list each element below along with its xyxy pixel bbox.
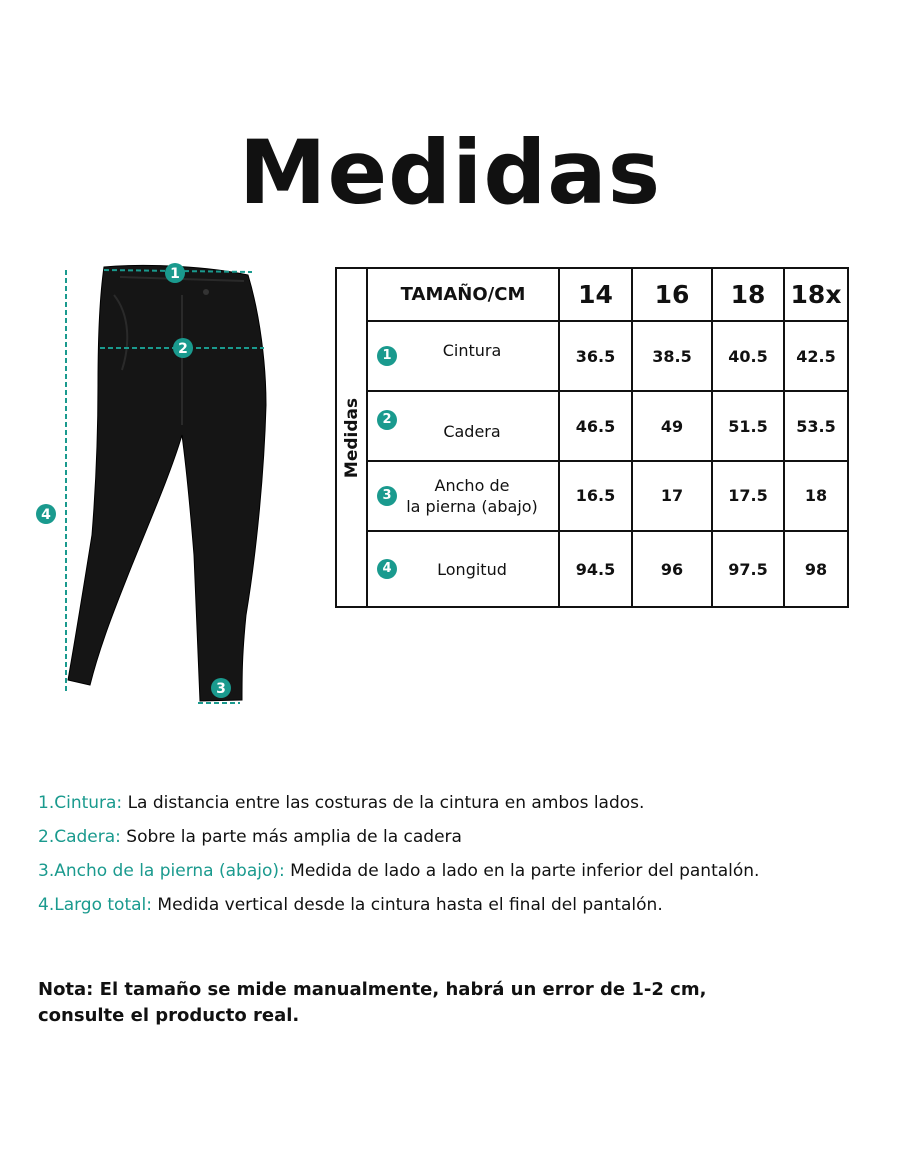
table-cell: 46.5 [559,391,632,461]
row-label: Longitud [437,559,507,579]
measurement-notes [38,786,888,922]
table-cell: 98 [784,531,848,607]
table-cell: 49 [632,391,712,461]
table-cell: 38.5 [632,321,712,391]
table-header-row [336,268,848,321]
note-text: La distancia entre las costuras de la cintura en ambos lados. [122,793,645,813]
note-cadera [38,820,888,854]
table-cell: 42.5 [784,321,848,391]
svg-text:2: 2 [178,341,188,357]
table-cell: 40.5 [712,321,784,391]
header-label: TAMAÑO/CM [400,284,526,305]
side-label: Medidas [341,397,362,478]
table-cell: 96 [632,531,712,607]
number-badge-1: 1 [377,346,397,366]
row-label-line-1: Ancho de [434,476,510,495]
table-row-longitud [336,531,848,607]
note-key: 3.Ancho de la pierna (abajo): [38,861,285,881]
table-cell: 51.5 [712,391,784,461]
table-cell: 53.5 [784,391,848,461]
marker-3 [211,678,231,698]
row-label-cell [367,391,559,461]
marker-2 [173,338,193,358]
note-text: Medida de lado a lado en la parte inferior del pantalón. [284,861,760,881]
header-label-cell [367,268,559,321]
footnote-line-1: Nota: El tamaño se mide manualmente, habrá un error de 1-2 cm, [38,979,707,1000]
note-text: Sobre la parte más amplia de la cadera [120,827,462,847]
note-cintura [38,786,888,820]
side-label-cell [336,268,367,607]
note-largo [38,888,888,922]
marker-1 [165,263,185,283]
table-cell: 17.5 [712,461,784,531]
table-cell: 94.5 [559,531,632,607]
table-cell: 16.5 [559,461,632,531]
row-label: Cintura [442,340,502,360]
note-text: Medida vertical desde la cintura hasta el final del pantalón. [152,895,663,915]
note-key: 4.Largo total: [38,895,152,915]
number-badge-4: 4 [377,559,397,579]
pants-illustration [20,255,310,725]
svg-text:3: 3 [216,681,226,697]
table-cell: 17 [632,461,712,531]
table-row-ancho [336,461,848,531]
header-size-18x: 18x [784,268,848,321]
row-label: Cadera [443,421,501,441]
table-cell: 18 [784,461,848,531]
note-key: 1.Cintura: [38,793,123,813]
pants-figure [20,255,310,725]
number-badge-3: 3 [377,486,397,506]
svg-text:4: 4 [41,507,51,523]
row-label-cell [367,321,559,391]
header-size-14: 14 [559,268,632,321]
footnote-line-2: consulte el producto real. [38,1005,300,1026]
footnote [38,977,858,1029]
row-label [388,475,538,517]
table-cell: 97.5 [712,531,784,607]
marker-4 [36,504,56,524]
table-cell: 36.5 [559,321,632,391]
row-label-line-2: la pierna (abajo) [406,497,538,516]
size-table [335,267,849,608]
table-row-cintura [336,321,848,391]
svg-text:1: 1 [170,266,180,282]
number-badge-2: 2 [377,410,397,430]
row-label-cell [367,461,559,531]
header-size-18: 18 [712,268,784,321]
note-key: 2.Cadera: [38,827,121,847]
note-ancho [38,854,888,888]
table-row-cadera [336,391,848,461]
page-title: Medidas [238,121,662,224]
pants-shape [68,265,266,701]
header-size-16: 16 [632,268,712,321]
row-label-cell [367,531,559,607]
